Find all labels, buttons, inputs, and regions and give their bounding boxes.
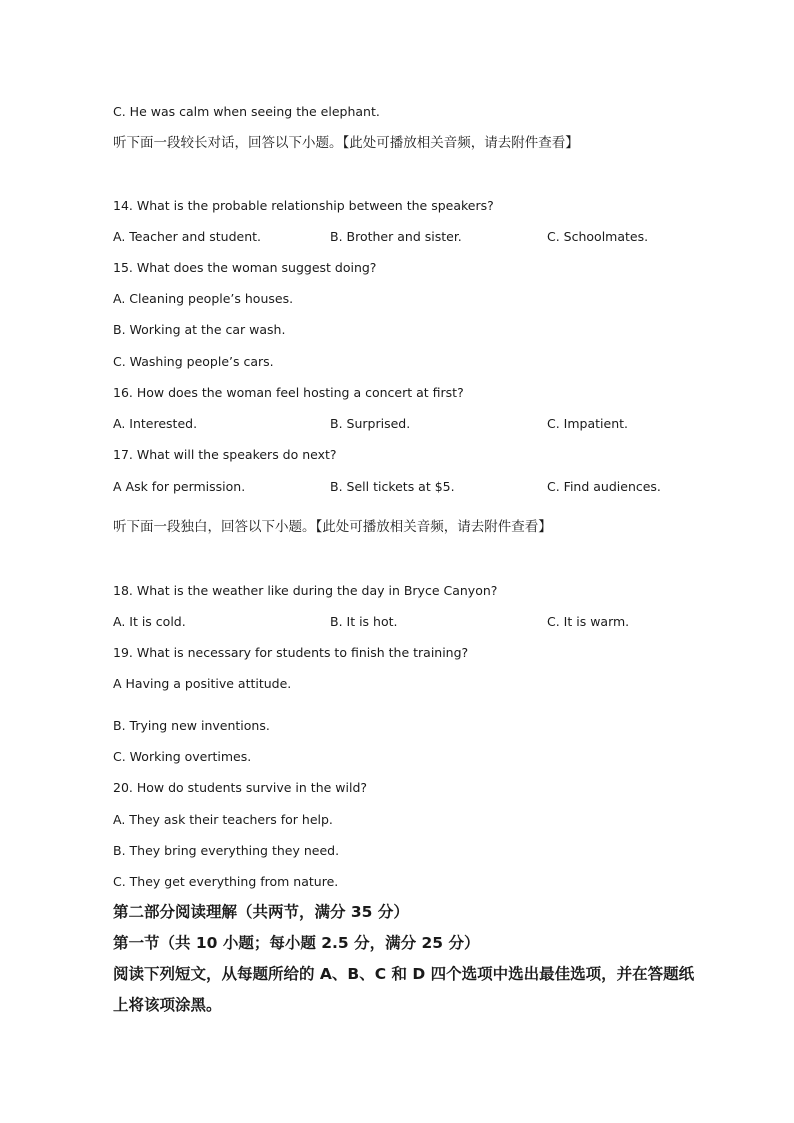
subsection-heading-1: 第一节（共 10 小题；每小题 2.5 分，满分 25 分） xyxy=(113,934,480,952)
option-14a: A. Teacher and student. xyxy=(113,229,261,244)
option-15b: B. Working at the car wash. xyxy=(113,322,286,337)
option-16a: A. Interested. xyxy=(113,416,198,431)
option-17b: B. Sell tickets at $5. xyxy=(330,479,455,494)
listening-instruction-dialogue: 听下面一段较长对话，回答以下小题。【此处可播放相关音频，请去附件查看】 xyxy=(113,135,579,151)
option-19a: A Having a positive attitude. xyxy=(113,676,292,691)
question-19: 19. What is necessary for students to finish the training? xyxy=(113,645,469,660)
option-20a: A. They ask their teachers for help. xyxy=(113,812,333,827)
question-14: 14. What is the probable relationship between the speakers? xyxy=(113,198,494,213)
question-15: 15. What does the woman suggest doing? xyxy=(113,260,377,275)
reading-instruction-line2: 上将该项涂黑。 xyxy=(113,996,222,1014)
question-20: 20. How do students survive in the wild? xyxy=(113,780,368,795)
option-14b: B. Brother and sister. xyxy=(330,229,462,244)
option-19b: B. Trying new inventions. xyxy=(113,718,270,733)
option-17c: C. Find audiences. xyxy=(547,479,661,494)
option-20b: B. They bring everything they need. xyxy=(113,843,340,858)
question-18: 18. What is the weather like during the day in Bryce Canyon? xyxy=(113,583,498,598)
option-15c: C. Washing people’s cars. xyxy=(113,354,274,369)
option-15a: A. Cleaning people’s houses. xyxy=(113,291,294,306)
option-16b: B. Surprised. xyxy=(330,416,411,431)
question-16: 16. How does the woman feel hosting a concert at first? xyxy=(113,385,464,400)
option-13c: C. He was calm when seeing the elephant. xyxy=(113,104,380,119)
option-20c: C. They get everything from nature. xyxy=(113,874,339,889)
question-17: 17. What will the speakers do next? xyxy=(113,447,337,462)
option-18a: A. It is cold. xyxy=(113,614,186,629)
option-14c: C. Schoolmates. xyxy=(547,229,649,244)
listening-instruction-monologue: 听下面一段独白，回答以下小题。【此处可播放相关音频，请去附件查看】 xyxy=(113,519,552,535)
option-16c: C. Impatient. xyxy=(547,416,628,431)
reading-instruction-line1: 阅读下列短文，从每题所给的 A、B、C 和 D 四个选项中选出最佳选项，并在答题纸 xyxy=(113,965,695,983)
option-17a: A Ask for permission. xyxy=(113,479,246,494)
option-18b: B. It is hot. xyxy=(330,614,398,629)
section-heading-reading: 第二部分阅读理解（共两节，满分 35 分） xyxy=(113,903,409,921)
option-19c: C. Working overtimes. xyxy=(113,749,252,764)
option-18c: C. It is warm. xyxy=(547,614,630,629)
